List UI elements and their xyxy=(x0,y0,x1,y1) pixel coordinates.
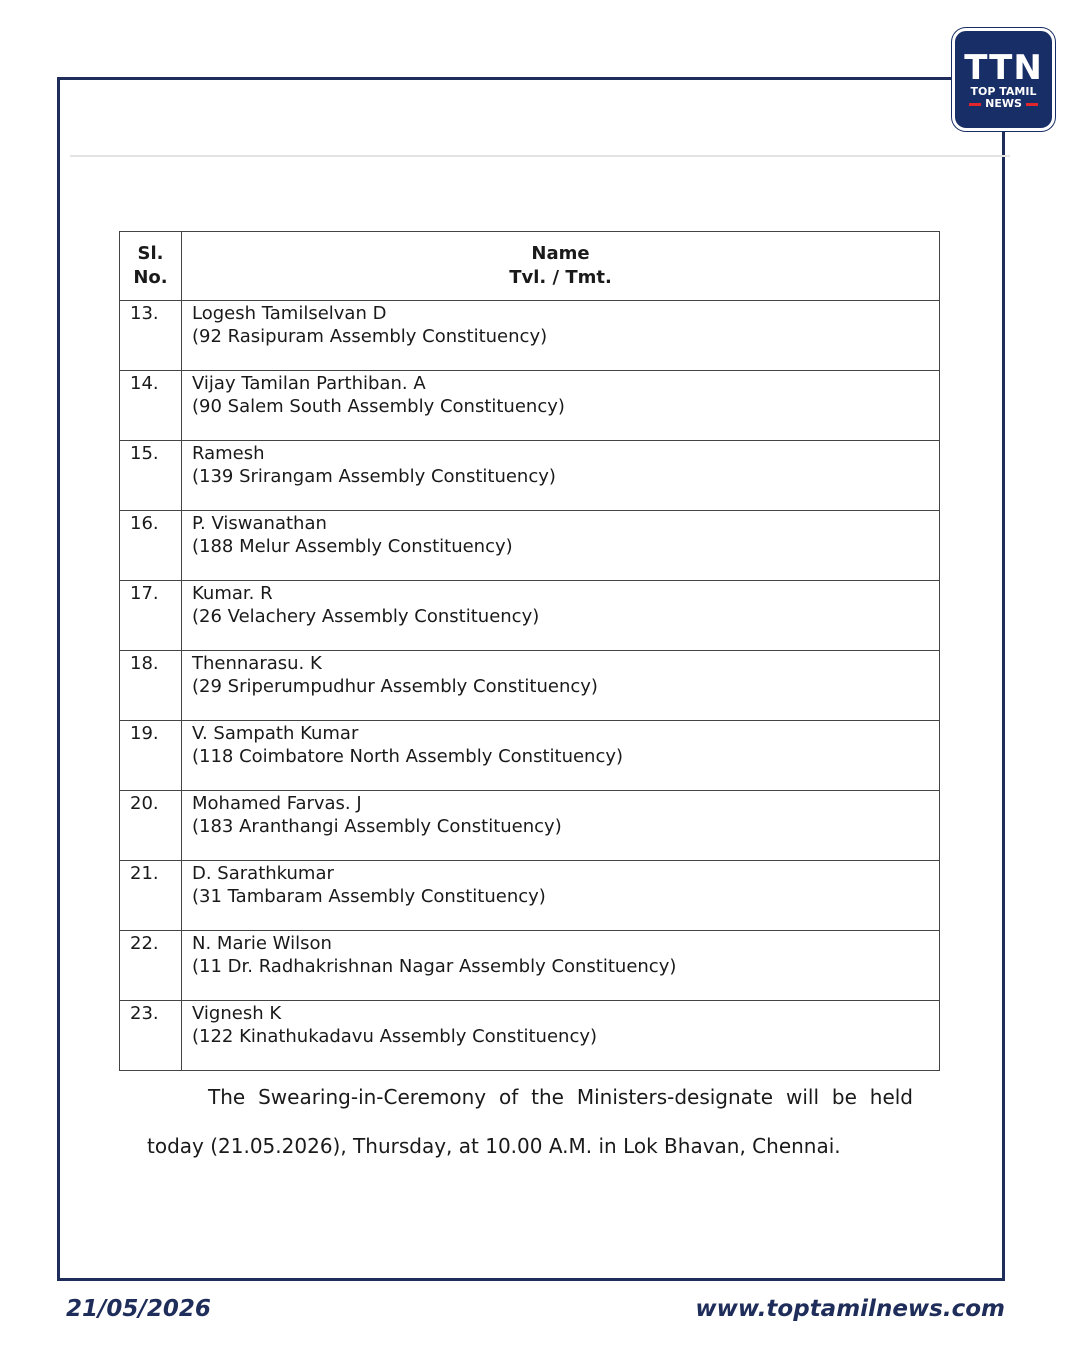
table-row xyxy=(120,931,940,1001)
constituency: (29 Sriperumpudhur Assembly Constituency) xyxy=(192,676,598,697)
name-cell xyxy=(182,721,940,791)
constituency: (139 Srirangam Assembly Constituency) xyxy=(192,466,556,487)
sl-header-line1: Sl. xyxy=(137,243,164,264)
minister-name: Logesh Tamilselvan D xyxy=(192,303,387,324)
sl-no-cell: 17. xyxy=(120,581,182,651)
minister-name: V. Sampath Kumar xyxy=(192,723,359,744)
notice-line1: The Swearing-in-Ceremony of the Ministers-designate will be held xyxy=(208,1085,913,1109)
sl-no-cell: 14. xyxy=(120,371,182,441)
constituency: (92 Rasipuram Assembly Constituency) xyxy=(192,326,548,347)
table-row xyxy=(120,791,940,861)
name-cell xyxy=(182,931,940,1001)
sl-no-header xyxy=(120,232,182,301)
constituency: (122 Kinathukadavu Assembly Constituency) xyxy=(192,1026,598,1047)
name-cell xyxy=(182,1001,940,1071)
sl-no-cell: 21. xyxy=(120,861,182,931)
logo-big-text: TTN xyxy=(964,48,1043,88)
sl-header-line2: No. xyxy=(133,267,168,288)
table-header-row xyxy=(120,232,940,301)
minister-name: Vignesh K xyxy=(192,1003,282,1024)
table-row xyxy=(120,301,940,371)
table-row xyxy=(120,651,940,721)
header-divider xyxy=(70,155,1010,157)
sl-no-cell: 20. xyxy=(120,791,182,861)
name-cell xyxy=(182,441,940,511)
constituency: (90 Salem South Assembly Constituency) xyxy=(192,396,565,417)
constituency: (188 Melur Assembly Constituency) xyxy=(192,536,513,557)
name-cell xyxy=(182,581,940,651)
table-row xyxy=(120,1001,940,1071)
minister-name: N. Marie Wilson xyxy=(192,933,332,954)
name-header-line2: Tvl. / Tmt. xyxy=(509,267,612,288)
table-row xyxy=(120,721,940,791)
table-row xyxy=(120,371,940,441)
logo-line2: NEWS xyxy=(955,98,1052,110)
sl-no-cell: 23. xyxy=(120,1001,182,1071)
minister-name: Thennarasu. K xyxy=(192,653,322,674)
table-row xyxy=(120,861,940,931)
minister-name: P. Viswanathan xyxy=(192,513,327,534)
constituency: (26 Velachery Assembly Constituency) xyxy=(192,606,540,627)
name-cell xyxy=(182,511,940,581)
minister-name: Vijay Tamilan Parthiban. A xyxy=(192,373,426,394)
footer-date: 21/05/2026 xyxy=(66,1296,211,1322)
footer-url[interactable]: www.toptamilnews.com xyxy=(695,1296,1005,1322)
minister-name: Mohamed Farvas. J xyxy=(192,793,362,814)
minister-name: D. Sarathkumar xyxy=(192,863,334,884)
name-header xyxy=(182,232,940,301)
minister-name: Kumar. R xyxy=(192,583,273,604)
sl-no-cell: 19. xyxy=(120,721,182,791)
ministers-table xyxy=(119,231,940,1071)
constituency: (31 Tambaram Assembly Constituency) xyxy=(192,886,546,907)
notice-line2: today (21.05.2026), Thursday, at 10.00 A.M. in Lok Bhavan, Chennai. xyxy=(147,1134,841,1158)
table-row xyxy=(120,441,940,511)
sl-no-cell: 22. xyxy=(120,931,182,1001)
sl-no-cell: 16. xyxy=(120,511,182,581)
name-cell xyxy=(182,651,940,721)
constituency: (11 Dr. Radhakrishnan Nagar Assembly Constituency) xyxy=(192,956,677,977)
name-cell xyxy=(182,791,940,861)
sl-no-cell: 18. xyxy=(120,651,182,721)
ttn-logo xyxy=(952,28,1055,131)
name-header-line1: Name xyxy=(531,243,590,264)
name-cell xyxy=(182,861,940,931)
table-row xyxy=(120,511,940,581)
name-cell xyxy=(182,301,940,371)
constituency: (118 Coimbatore North Assembly Constituency) xyxy=(192,746,624,767)
name-cell xyxy=(182,371,940,441)
sl-no-cell: 13. xyxy=(120,301,182,371)
minister-name: Ramesh xyxy=(192,443,265,464)
logo-line1: TOP TAMIL xyxy=(970,85,1037,98)
table-row xyxy=(120,581,940,651)
sl-no-cell: 15. xyxy=(120,441,182,511)
constituency: (183 Aranthangi Assembly Constituency) xyxy=(192,816,562,837)
